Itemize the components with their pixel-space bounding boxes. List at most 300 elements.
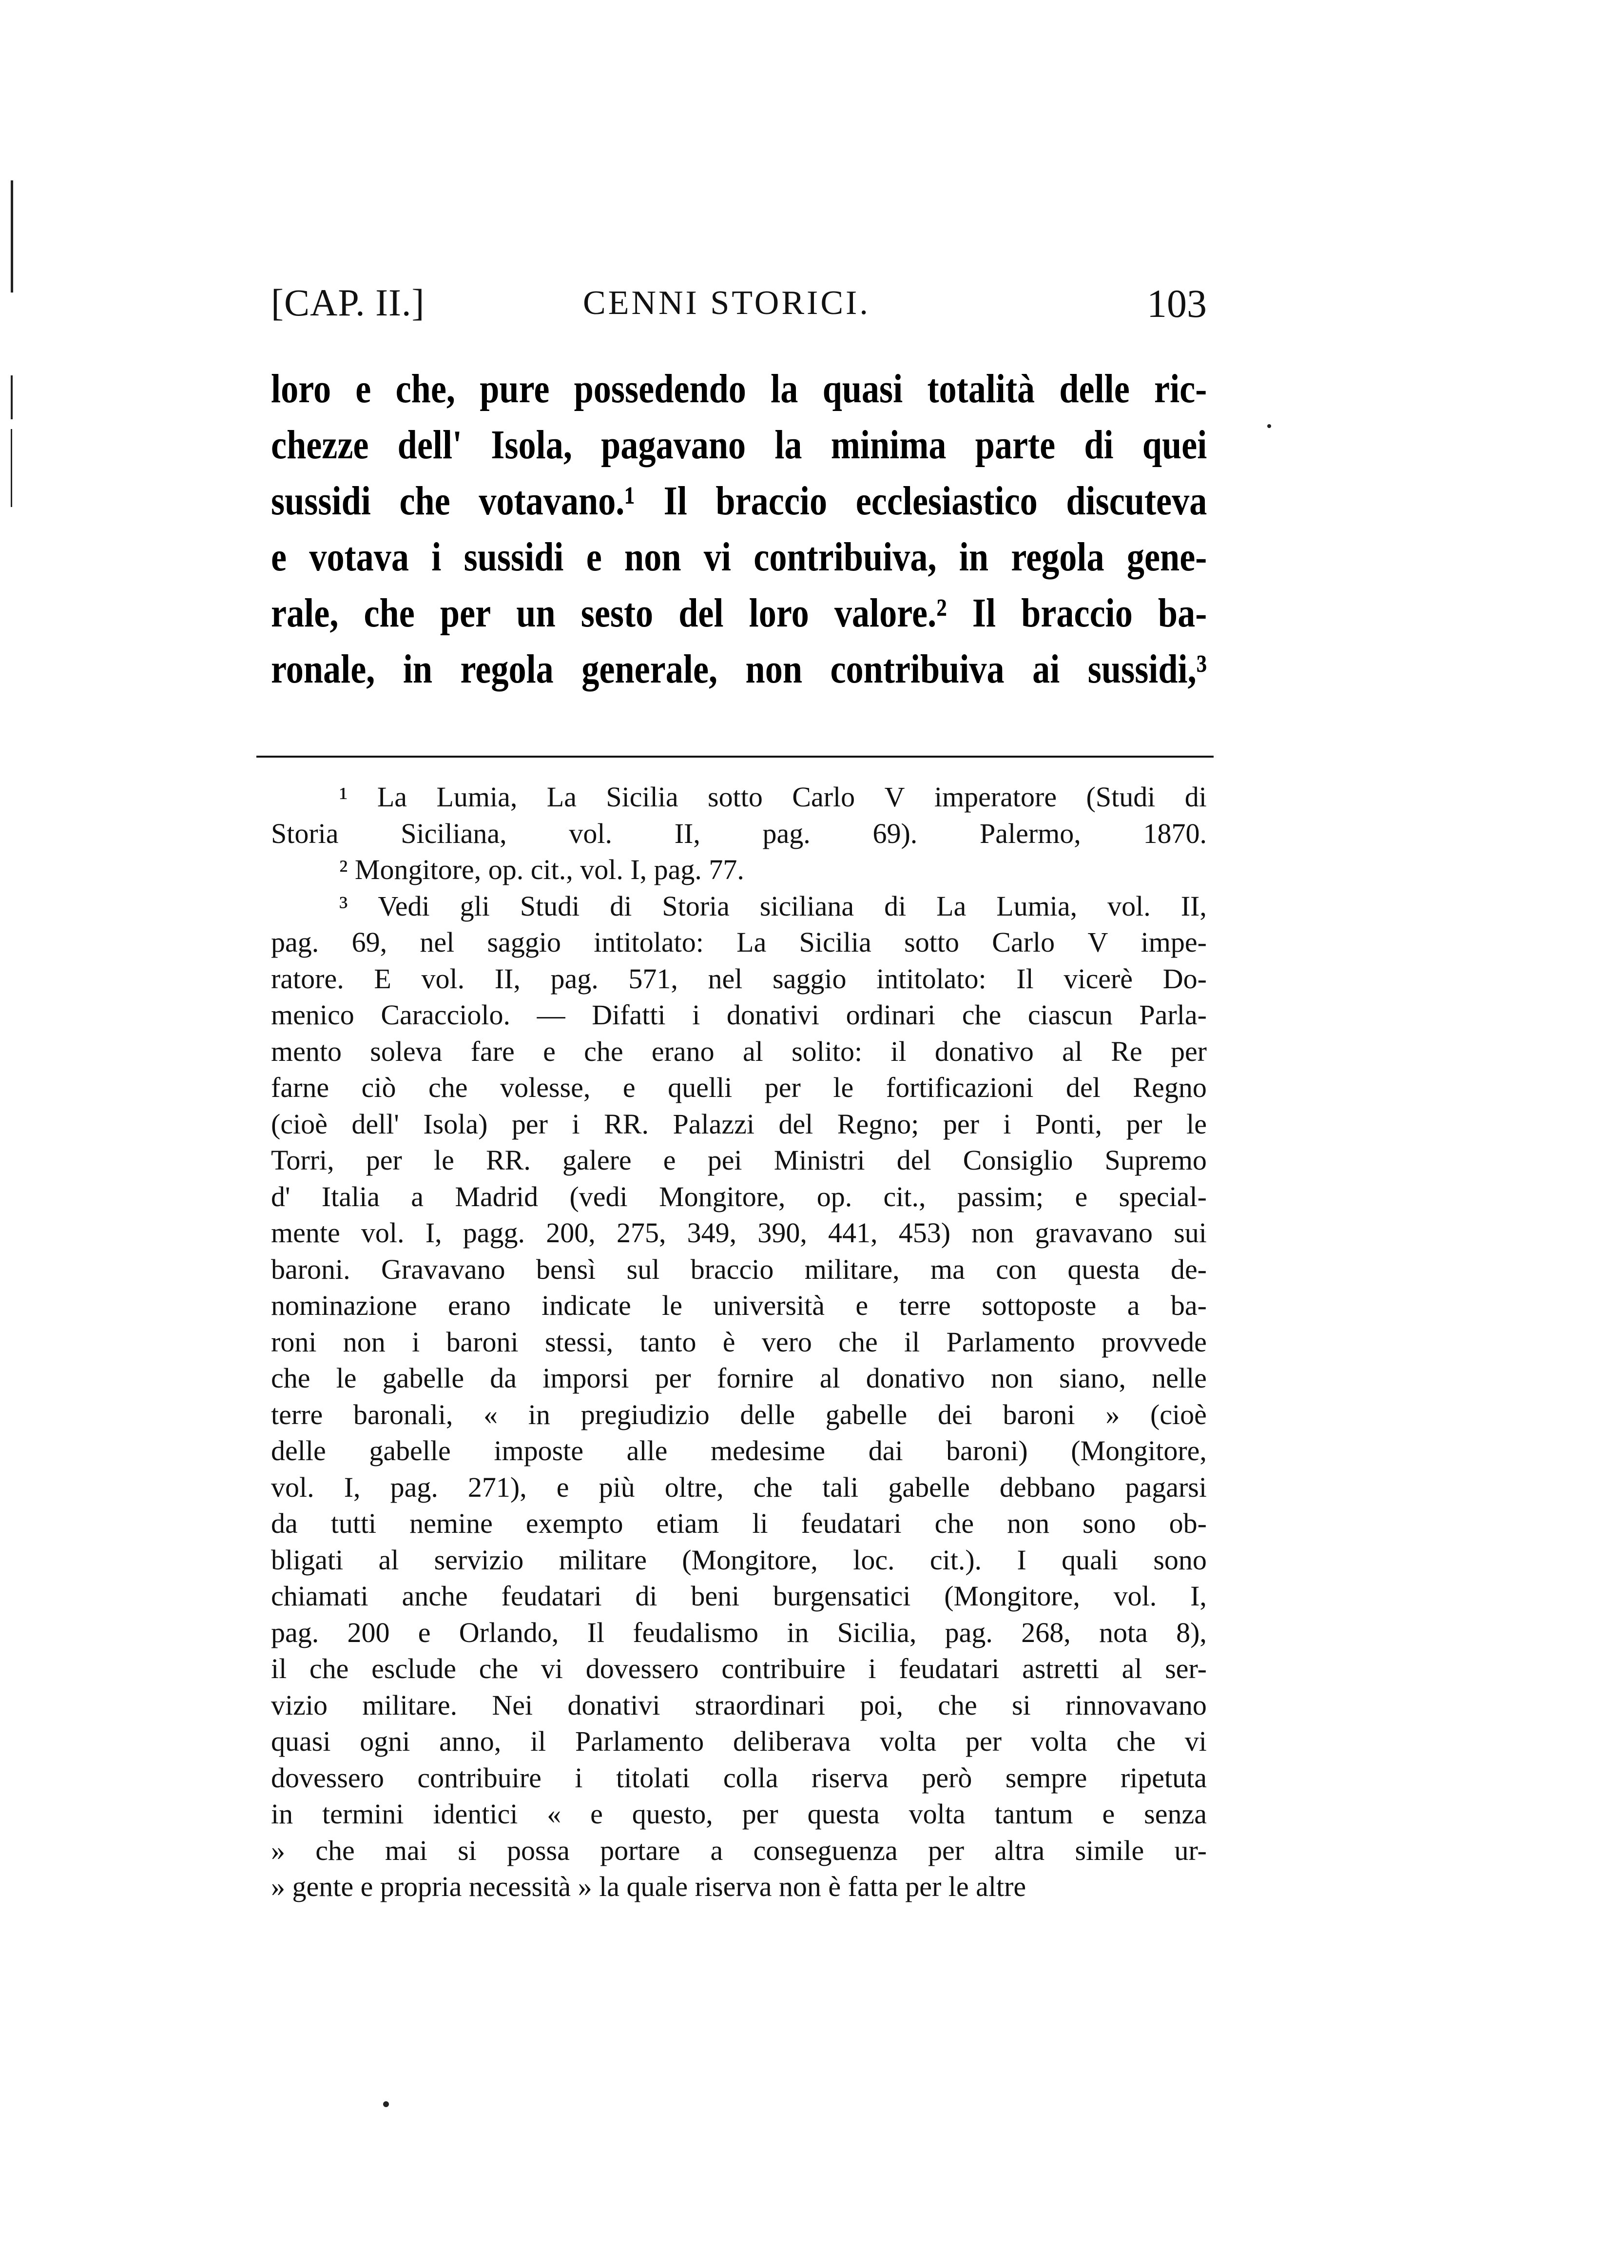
word: i xyxy=(692,999,700,1031)
word: e xyxy=(1075,1180,1088,1212)
footnote-line xyxy=(271,1106,1207,1143)
word: farne xyxy=(271,1072,329,1103)
word: Supremo xyxy=(1104,1144,1207,1176)
word: gli xyxy=(460,890,490,922)
word: il xyxy=(530,1725,546,1757)
word: del xyxy=(678,590,724,636)
word: i xyxy=(412,1326,420,1358)
word: Isola) xyxy=(423,1108,488,1140)
word: braccio xyxy=(1021,590,1133,636)
word: etiam xyxy=(656,1507,719,1539)
word: Carlo xyxy=(792,781,855,813)
word: Madrid xyxy=(455,1180,539,1212)
word: Do- xyxy=(1162,962,1207,995)
word: pag. xyxy=(762,817,811,849)
page-number: 103 xyxy=(1147,281,1207,326)
word: 349, xyxy=(687,1217,737,1249)
word: i xyxy=(575,1761,583,1794)
word: 453) xyxy=(898,1217,951,1249)
word: vero xyxy=(761,1326,812,1358)
word: pregiudizio xyxy=(580,1398,710,1430)
word: le xyxy=(662,1290,682,1321)
word: ba- xyxy=(1170,1290,1207,1321)
word: in xyxy=(528,1398,550,1430)
word: deliberava xyxy=(733,1725,851,1757)
word: soleva xyxy=(370,1035,443,1067)
footnote-line xyxy=(271,1615,1207,1651)
word: mento xyxy=(271,1035,342,1067)
word: titolati xyxy=(616,1761,690,1794)
word: le xyxy=(1186,1108,1207,1140)
word: Mongitore, xyxy=(659,1180,786,1212)
word: le xyxy=(433,1144,454,1176)
word: gabelle xyxy=(369,1435,451,1466)
text-line xyxy=(271,417,1207,473)
word: baroni xyxy=(1003,1398,1075,1430)
word: menico xyxy=(271,999,354,1031)
word: al xyxy=(819,1362,840,1394)
footnote-line xyxy=(271,1070,1207,1106)
word: è xyxy=(722,1326,735,1358)
word: riserva xyxy=(812,1761,889,1794)
word: Italia xyxy=(321,1180,380,1212)
word: vol. xyxy=(1107,890,1151,922)
word: si xyxy=(458,1834,477,1866)
word: per xyxy=(928,1834,965,1866)
word: terre xyxy=(899,1290,951,1321)
word: ordinari xyxy=(846,999,936,1031)
word: con xyxy=(996,1253,1037,1285)
word: discuteva xyxy=(1066,478,1207,524)
word: intitolato: xyxy=(594,926,704,958)
word: La xyxy=(377,781,407,813)
word: pagarsi xyxy=(1125,1471,1207,1503)
word: tali xyxy=(822,1471,859,1503)
word: che xyxy=(479,1653,519,1684)
word: terre xyxy=(271,1398,323,1430)
scan-margin-mark xyxy=(11,375,13,419)
word: pag. xyxy=(550,962,599,995)
word: baronali, xyxy=(353,1398,453,1430)
footnote-line xyxy=(271,924,1207,961)
word: op. xyxy=(816,1180,852,1212)
word: II, xyxy=(494,962,521,995)
word: quasi xyxy=(271,1725,331,1757)
word: volesse, xyxy=(500,1072,591,1103)
word: le xyxy=(336,1362,357,1394)
word: e xyxy=(271,534,287,580)
word: vi xyxy=(541,1653,563,1684)
footnote-line xyxy=(271,1360,1207,1397)
word: straordinari xyxy=(695,1689,826,1721)
word: ciò xyxy=(361,1072,396,1103)
word: che xyxy=(584,1035,623,1067)
word: quali xyxy=(1062,1544,1119,1576)
word: fortificazioni xyxy=(886,1072,1034,1103)
word: a xyxy=(1127,1290,1140,1321)
word: vol. xyxy=(569,817,612,849)
word: anno, xyxy=(439,1725,502,1757)
word: che xyxy=(428,1072,468,1103)
word: che xyxy=(399,478,450,524)
word: che xyxy=(938,1689,977,1721)
word: che xyxy=(962,999,1002,1031)
word: vol. xyxy=(361,1217,405,1249)
word: però xyxy=(922,1761,972,1794)
word: saggio xyxy=(773,962,847,995)
word: medesime xyxy=(710,1435,826,1466)
footnote-line xyxy=(271,1687,1207,1724)
word: portare xyxy=(600,1834,680,1866)
word: pag. xyxy=(945,1616,993,1648)
footnote-line xyxy=(271,997,1207,1034)
word: Consiglio xyxy=(963,1144,1073,1176)
word: a xyxy=(411,1180,424,1212)
scan-margin-mark xyxy=(11,429,12,507)
word: per xyxy=(1170,1035,1207,1067)
word: i xyxy=(572,1108,580,1140)
word: per xyxy=(764,1072,801,1103)
word: ³ xyxy=(339,890,348,922)
word: e xyxy=(1102,1798,1115,1830)
word: Il xyxy=(1016,962,1034,995)
word: chezze xyxy=(271,422,369,468)
word: donativi xyxy=(726,999,820,1031)
word: V xyxy=(1087,926,1108,958)
word: Parla- xyxy=(1139,999,1207,1031)
word: (cioè xyxy=(1150,1398,1207,1430)
word: I xyxy=(1017,1544,1026,1576)
word: il xyxy=(904,1326,920,1358)
word: votavano.¹ xyxy=(479,478,636,524)
word: Parlamento xyxy=(575,1725,704,1757)
footnote-line xyxy=(271,1034,1207,1070)
word: per xyxy=(511,1108,548,1140)
word: pag. xyxy=(271,926,319,958)
word: ai xyxy=(1032,646,1060,692)
word: contribuire xyxy=(417,1761,541,1794)
word: mente xyxy=(271,1217,340,1249)
word: gabelle xyxy=(382,1362,464,1394)
word: sesto xyxy=(580,590,654,636)
word: ob- xyxy=(1169,1507,1207,1539)
word: di xyxy=(610,890,632,922)
word: » xyxy=(271,1834,285,1866)
word: e xyxy=(355,366,371,411)
scan-speck xyxy=(383,2101,389,2107)
word: 271), xyxy=(467,1471,527,1503)
word: imporsi xyxy=(542,1362,629,1394)
word: astretti xyxy=(1022,1653,1099,1684)
word: (vedi xyxy=(569,1180,628,1212)
word: tantum xyxy=(994,1798,1073,1830)
word: contribuiva, xyxy=(754,534,937,580)
word: che xyxy=(309,1653,349,1684)
word: al xyxy=(1062,1035,1083,1067)
word: i xyxy=(868,1653,876,1684)
word: quasi xyxy=(822,366,903,411)
word: 1870. xyxy=(1143,817,1207,849)
word: Storia xyxy=(662,890,730,922)
word: sul xyxy=(626,1253,660,1285)
word: che xyxy=(364,590,415,636)
word: per xyxy=(742,1798,778,1830)
word: in xyxy=(403,646,433,692)
word: delle xyxy=(271,1435,326,1466)
word: — xyxy=(537,999,565,1031)
word: siano, xyxy=(1059,1362,1126,1394)
word: per xyxy=(440,590,491,636)
word: donativi xyxy=(567,1689,660,1721)
word: possedendo xyxy=(574,366,746,411)
word: delle xyxy=(740,1398,795,1430)
word: La xyxy=(736,926,767,958)
footnote-line xyxy=(271,1288,1207,1324)
word: feudatari xyxy=(899,1653,1000,1684)
word: poi, xyxy=(860,1689,903,1721)
word: 275, xyxy=(616,1217,666,1249)
word: da xyxy=(271,1507,298,1539)
word: (Mongitore, xyxy=(944,1580,1080,1612)
word: in xyxy=(787,1616,809,1648)
word: fornire xyxy=(716,1362,794,1394)
word: la xyxy=(771,366,798,411)
word: ogni xyxy=(360,1725,410,1757)
word: baroni xyxy=(446,1326,519,1358)
word: ratore. xyxy=(271,962,344,995)
word: identici xyxy=(433,1798,518,1830)
text-line xyxy=(271,585,1207,641)
word: RR. xyxy=(604,1108,649,1140)
word: siciliana xyxy=(759,890,854,922)
word: RR. xyxy=(485,1144,531,1176)
word: contribuiva xyxy=(830,646,1005,692)
word: « xyxy=(483,1398,498,1430)
word: e xyxy=(586,534,602,580)
word: e xyxy=(855,1290,869,1321)
word: d' xyxy=(271,1180,290,1212)
word: feudatari xyxy=(501,1580,602,1612)
word: militare. xyxy=(362,1689,458,1721)
word: ripetuta xyxy=(1120,1761,1207,1794)
word: dell' xyxy=(397,422,463,468)
word: vol. xyxy=(1113,1580,1157,1612)
word: vi xyxy=(703,534,731,580)
word: militare, xyxy=(804,1253,900,1285)
word: Difatti xyxy=(592,999,666,1031)
text-line xyxy=(271,529,1207,585)
text-line xyxy=(271,641,1207,697)
word: dovessero xyxy=(271,1761,384,1794)
word: (Studi xyxy=(1086,781,1156,813)
word: non xyxy=(624,534,681,580)
word: nel xyxy=(420,926,455,958)
word: impe- xyxy=(1141,926,1207,958)
word: i xyxy=(431,534,442,580)
word: cit.). xyxy=(929,1544,982,1576)
word: tutti xyxy=(330,1507,377,1539)
word: nominazione xyxy=(271,1290,417,1321)
footnote-line xyxy=(271,1251,1207,1288)
word: un xyxy=(516,590,556,636)
word: minima xyxy=(831,422,947,468)
word: Siciliana, xyxy=(401,817,507,849)
word: che xyxy=(271,1362,310,1394)
word: non xyxy=(745,646,802,692)
word: vizio xyxy=(271,1689,328,1721)
word: La xyxy=(936,890,967,922)
word: Caracciolo. xyxy=(381,999,511,1031)
word: al xyxy=(1121,1653,1142,1684)
footnote-line xyxy=(271,1760,1207,1797)
word: sottoposte xyxy=(982,1290,1097,1321)
word: ur- xyxy=(1174,1834,1207,1866)
word: ecclesiastico xyxy=(855,478,1038,524)
word: donativo xyxy=(934,1035,1034,1067)
footnote-line: » gente e propria necessità » la quale riserva non è fatta per le altre xyxy=(271,1871,1026,1902)
word: che, xyxy=(395,366,455,411)
word: volta xyxy=(880,1725,937,1757)
footnote-line xyxy=(271,1723,1207,1760)
word: (Mongitore, xyxy=(682,1544,818,1576)
word: pure xyxy=(480,366,550,411)
word: che xyxy=(315,1834,355,1866)
word: e xyxy=(418,1616,431,1648)
word: questa xyxy=(807,1798,880,1830)
word: gravavano xyxy=(1035,1217,1153,1249)
word: questo, xyxy=(632,1798,713,1830)
footnote-line xyxy=(271,1542,1207,1579)
word: Orlando, xyxy=(459,1616,559,1648)
word: quei xyxy=(1142,422,1207,468)
word: Palermo, xyxy=(979,817,1081,849)
footnote-line xyxy=(271,1505,1207,1542)
word: più xyxy=(599,1471,635,1503)
word: 8), xyxy=(1176,1616,1207,1648)
word: sussidi xyxy=(464,534,564,580)
footnote-line xyxy=(271,1397,1207,1433)
word: per xyxy=(965,1725,1002,1757)
word: gene- xyxy=(1126,534,1207,580)
word: « xyxy=(547,1798,561,1830)
word: sono xyxy=(1153,1544,1207,1576)
word: le xyxy=(833,1072,854,1103)
word: bligati xyxy=(271,1544,344,1576)
word: altra xyxy=(994,1834,1045,1866)
running-header xyxy=(271,281,1207,334)
word: non xyxy=(990,1362,1033,1394)
word: del xyxy=(1066,1072,1101,1103)
word: di xyxy=(635,1580,657,1612)
word: 390, xyxy=(757,1217,807,1249)
word: regola xyxy=(460,646,554,692)
word: e xyxy=(663,1144,676,1176)
word: la xyxy=(774,422,802,468)
word: parte xyxy=(975,422,1056,468)
word: valore.² xyxy=(834,590,947,636)
word: Torri, xyxy=(271,1144,334,1176)
word: si xyxy=(1012,1689,1031,1721)
word: ric- xyxy=(1154,366,1207,411)
word: vol. xyxy=(271,1471,314,1503)
word: braccio xyxy=(715,478,828,524)
chapter-label: [CAP. II.] xyxy=(271,281,425,324)
word: baroni) xyxy=(946,1435,1028,1466)
word: nel xyxy=(708,962,743,995)
word: Storia xyxy=(271,817,339,849)
word: I, xyxy=(344,1471,361,1503)
word: bensì xyxy=(536,1253,596,1285)
word: Isola, xyxy=(491,422,572,468)
word: Il xyxy=(587,1616,605,1648)
word: II, xyxy=(1180,890,1207,922)
word: nota xyxy=(1099,1616,1148,1648)
word: Lumia, xyxy=(436,781,518,813)
word: 571, xyxy=(628,962,678,995)
word: pag. xyxy=(390,1471,438,1503)
footnote-line xyxy=(271,1179,1207,1215)
word: al xyxy=(742,1035,763,1067)
footnote-line xyxy=(271,1651,1207,1687)
word: tanto xyxy=(639,1326,696,1358)
footnote-line xyxy=(271,1578,1207,1615)
word: special- xyxy=(1119,1180,1207,1212)
word: Il xyxy=(663,478,687,524)
word: feudalismo xyxy=(633,1616,759,1648)
word: di xyxy=(1084,422,1114,468)
word: pei xyxy=(707,1144,742,1176)
word: che xyxy=(1116,1725,1156,1757)
footnote-line xyxy=(271,1433,1207,1469)
word: possa xyxy=(506,1834,570,1866)
footnote-line xyxy=(271,1215,1207,1251)
footnote-line xyxy=(271,1796,1207,1833)
word: quelli xyxy=(668,1072,733,1103)
word: a xyxy=(710,1834,723,1866)
word: I, xyxy=(425,1217,442,1249)
word: gabelle xyxy=(825,1398,908,1430)
text-line xyxy=(271,361,1207,417)
word: che xyxy=(753,1471,793,1503)
word: 200 xyxy=(347,1616,390,1648)
word: Carlo xyxy=(992,926,1055,958)
word: 69). xyxy=(872,817,918,849)
word: per xyxy=(1126,1108,1162,1140)
word: Gravavano xyxy=(381,1253,505,1285)
word: termini xyxy=(322,1798,404,1830)
word: sui xyxy=(1174,1217,1207,1249)
word: questa xyxy=(1067,1253,1140,1285)
word: Studi xyxy=(520,890,580,922)
word: votava xyxy=(309,534,409,580)
word: Nei xyxy=(492,1689,533,1721)
word: anche xyxy=(402,1580,468,1612)
word: di xyxy=(884,890,907,922)
scan-margin-mark xyxy=(11,180,13,293)
word: sussidi,³ xyxy=(1087,646,1207,692)
word: 268, xyxy=(1021,1616,1071,1648)
word: ser- xyxy=(1165,1653,1207,1684)
word: baroni. xyxy=(271,1253,350,1285)
word: che xyxy=(934,1507,974,1539)
word: dell' xyxy=(351,1108,399,1140)
word: vi xyxy=(1184,1725,1207,1757)
scan-speck xyxy=(1267,424,1271,428)
word: ba- xyxy=(1158,590,1207,636)
word: Sicilia xyxy=(799,926,871,958)
word: passim; xyxy=(957,1180,1044,1212)
word: in xyxy=(271,1798,293,1830)
